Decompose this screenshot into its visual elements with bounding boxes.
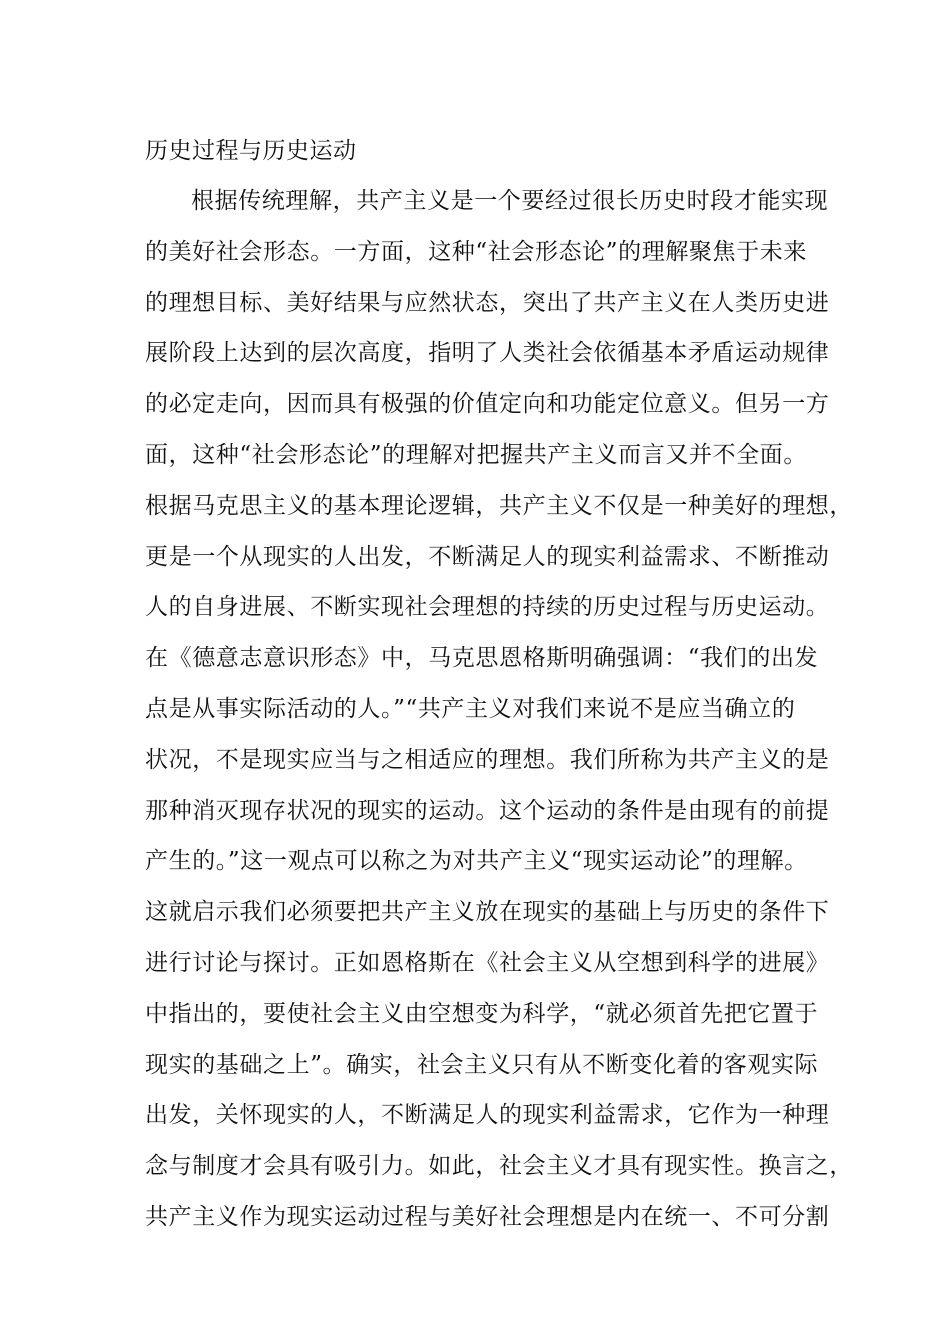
text-line: 根据传统理解，共产主义是一个要经过很长历史时段才能实现 [191,188,829,214]
text-line: 念与制度才会具有吸引力。如此，社会主义才具有现实性。换言之， [145,1153,853,1180]
text-line: 产生的。”这一观点可以称之为对共产主义“现实运动论”的理解。 [145,848,808,875]
text-line: 共产主义作为现实运动过程与美好社会理想是内在统一、不可分割 [145,1203,830,1230]
text-line: 的理想目标、美好结果与应然状态，突出了共产主义在人类历史进 [145,289,830,316]
text-line: 的必定走向，因而具有极强的价值定向和功能定位意义。但另一方 [145,391,830,418]
text-line: 的美好社会形态。一方面，这种“社会形态论”的理解聚焦于未来 [145,238,807,265]
text-line: 人的自身进展、不断实现社会理想的持续的历史过程与历史运动。 [145,594,830,621]
text-line: 点是从事实际活动的人。”“共产主义对我们来说不是应当确立的 [145,695,796,722]
text-line: 这就启示我们必须要把共产主义放在现实的基础上与历史的条件下 [145,899,830,926]
text-line: 那种消灭现存状况的现实的运动。这个运动的条件是由现有的前提 [145,797,830,824]
text-line: 在《德意志意识形态》中，马克思恩格斯明确强调：“我们的出发 [145,645,819,672]
body-text [145,183,853,1250]
text-line: 现实的基础之上”。确实，社会主义只有从不断变化着的客观实际 [145,1051,819,1078]
text-line: 中指出的，要使社会主义由空想变为科学，“就必须首先把它置于 [145,1000,819,1027]
text-line: 出发，关怀现实的人，不断满足人的现实利益需求，它作为一种理 [145,1102,830,1129]
text-line: 更是一个从现实的人出发，不断满足人的现实利益需求、不断推动 [145,543,830,570]
text-line: 根据马克思主义的基本理论逻辑，共产主义不仅是一种美好的理想， [145,492,853,519]
section-heading: 历史过程与历史运动 [145,138,357,164]
text-line: 展阶段上达到的层次高度，指明了人类社会依循基本矛盾运动规律 [145,340,830,367]
text-line: 状况，不是现实应当与之相适应的理想。我们所称为共产主义的是 [145,746,830,773]
text-line: 进行讨论与探讨。正如恩格斯在《社会主义从空想到科学的进展》 [145,949,830,976]
text-line: 面，这种“社会形态论”的理解对把握共产主义而言又并不全面。 [145,441,807,468]
